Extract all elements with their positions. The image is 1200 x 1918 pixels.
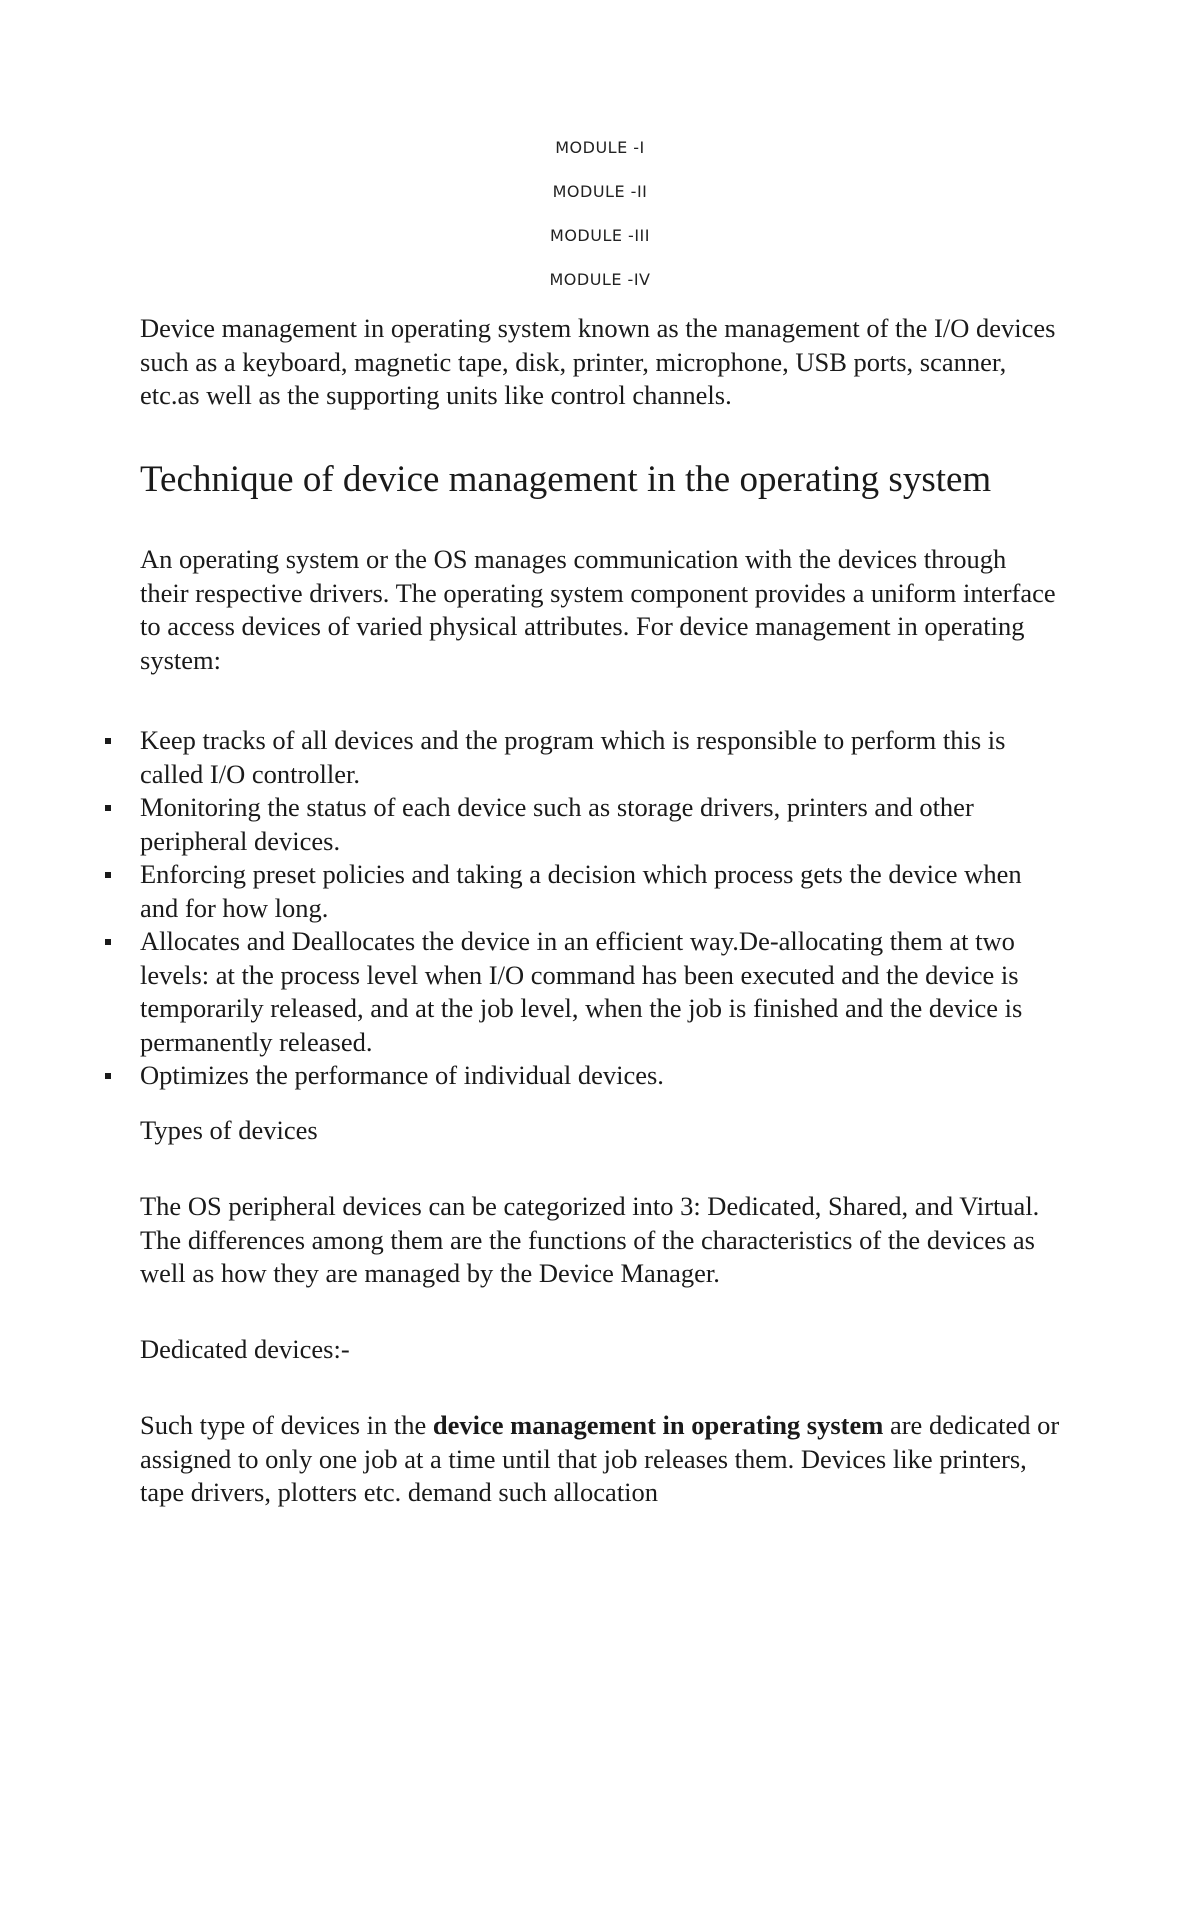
- list-item-text: Enforcing preset policies and taking a decision which process gets the device when and for how long.: [140, 859, 1022, 923]
- dedicated-text-bold: device management in operating system: [432, 1410, 884, 1440]
- dedicated-paragraph: [140, 1409, 1060, 1510]
- list-item-text: Keep tracks of all devices and the program which is responsible to perform this is called I/O controller.: [140, 725, 1006, 789]
- list-item: [140, 724, 1060, 791]
- bullet-list: [140, 724, 1060, 1093]
- dedicated-text-end: are dedicated or assigned to only one job at a time until that job releases them. Devices like printers, tape drivers, plotters etc. demand such allocation: [140, 1410, 1060, 1507]
- types-paragraph: The OS peripheral devices can be categorized into 3: Dedicated, Shared, and Virtual. The differences among them are the functions of the characteristics of the devices as well as how they are managed by the Device Manager.: [140, 1191, 1040, 1288]
- list-item-text: Allocates and Deallocates the device in an efficient way.De-allocating them at two levels: at the process level when I/O command has been executed and the device is temporarily released, and at the job level, when the job is finished and the device is permanently released.: [140, 926, 1023, 1057]
- types-heading: Types of devices: [140, 1115, 318, 1145]
- module-label: MODULE -II: [552, 182, 648, 201]
- module-label: MODULE -I: [555, 138, 645, 157]
- module-list: [0, 138, 1200, 314]
- bullet-icon: [105, 939, 111, 945]
- module-label: MODULE -III: [550, 226, 650, 245]
- list-item: [140, 1059, 1060, 1093]
- section-heading: Technique of device management in the operating system: [140, 459, 992, 500]
- bullet-icon: [105, 805, 111, 811]
- bullet-icon: [105, 872, 111, 878]
- list-item: [140, 925, 1060, 1059]
- dedicated-heading: Dedicated devices:-: [140, 1334, 350, 1364]
- list-item-text: Monitoring the status of each device such as storage drivers, printers and other peripheral devices.: [140, 792, 974, 856]
- intro-paragraph: Device management in operating system known as the management of the I/O devices such as a keyboard, magnetic tape, disk, printer, microphone, USB ports, scanner, etc.as well as the supporting units like control channels.: [140, 313, 1056, 410]
- bullet-icon: [105, 738, 111, 744]
- bullet-icon: [105, 1073, 111, 1079]
- dedicated-text-start: Such type of devices in the: [140, 1410, 433, 1440]
- module-label: MODULE -IV: [549, 270, 651, 289]
- list-item-text: Optimizes the performance of individual devices.: [140, 1060, 664, 1090]
- list-item: [140, 858, 1060, 925]
- list-item: [140, 791, 1060, 858]
- os-paragraph: An operating system or the OS manages communication with the devices through their respective drivers. The operating system component provides a uniform interface to access devices of varied physical attributes. For device management in operating system:: [140, 544, 1056, 675]
